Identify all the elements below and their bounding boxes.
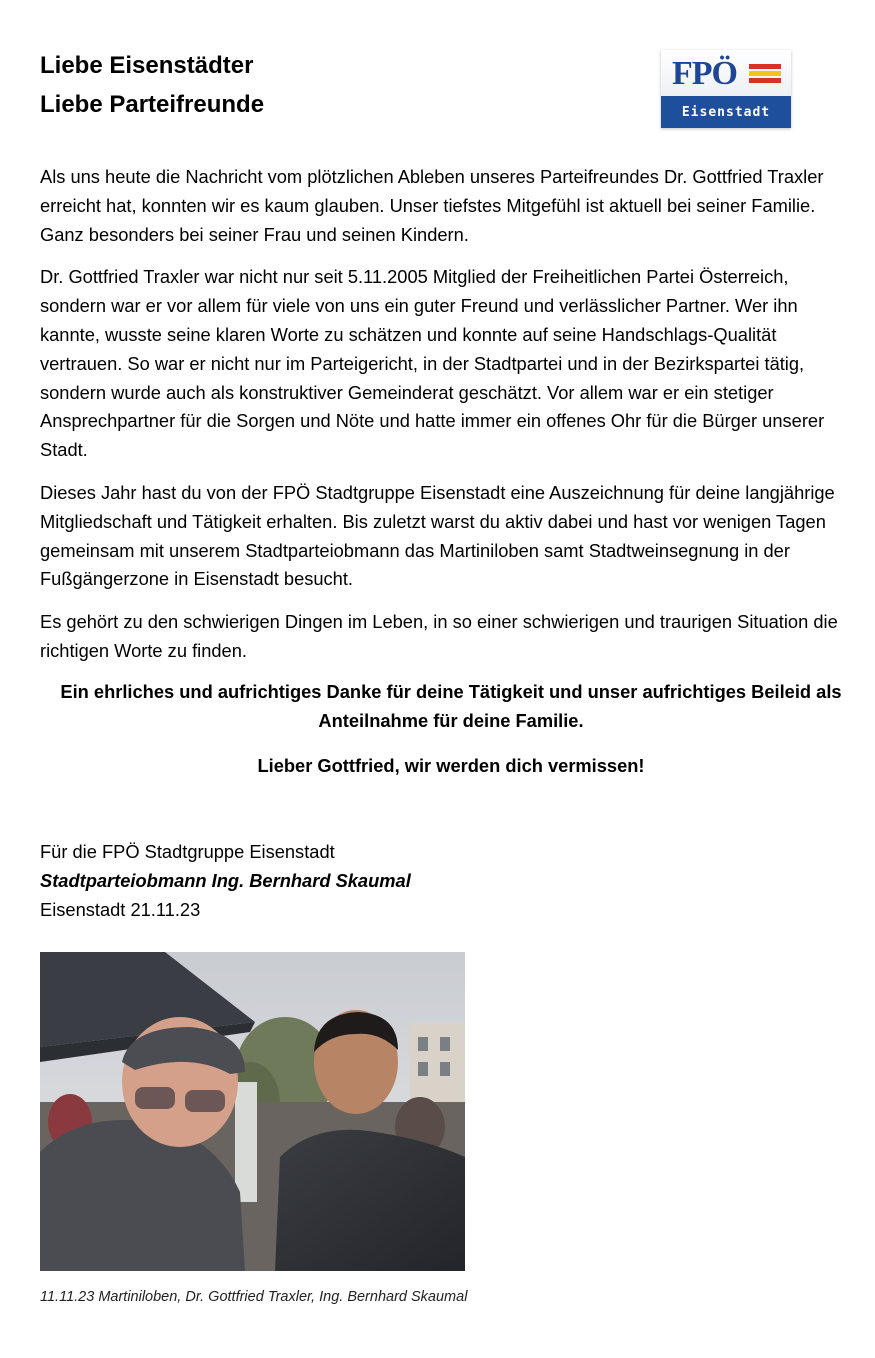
flag-stripes-icon <box>749 64 781 84</box>
paragraph-3: Dieses Jahr hast du von der FPÖ Stadtgruppe Eisenstadt eine Auszeichnung für deine langjährige Mitgliedschaft und Tätigkeit erhalten. Bis zuletzt warst du aktiv dabei und hast vor wenigen Tagen gemeinsam mit unserem Stadtparteiobmann das Martiniloben samt Stadtweinsegnung in der Fußgängerzone in Eisenstadt besucht. <box>40 481 835 590</box>
greeting-heading <box>40 46 264 124</box>
farewell-text: Lieber Gottfried, wir werden dich vermissen! <box>257 754 645 776</box>
photo-illustration <box>40 952 465 1271</box>
letter-body <box>40 163 855 680</box>
paragraph-4: Es gehört zu den schwierigen Dingen im Leben, in so einer schwierigen und traurigen Situation die richtigen Worte zu finden. <box>40 611 838 661</box>
signature-name: Stadtparteiobmann Ing. Bernhard Skaumal <box>40 869 411 891</box>
logo-location-text: Eisenstadt <box>661 96 791 128</box>
signature-org: Für die FPÖ Stadtgruppe Eisenstadt <box>40 841 335 862</box>
greeting-line-2: Liebe Parteifreunde <box>40 91 265 118</box>
paragraph-1: Als uns heute die Nachricht vom plötzlichen Ableben unseres Parteifreundes Dr. Gottfried Traxler erreicht hat, konnten wir es kaum glauben. Unser tiefstes Mitgefühl ist aktuell bei seiner Familie. Ganz besonders bei seiner Frau und seinen Kindern. <box>40 166 824 245</box>
paragraph-2: Dr. Gottfried Traxler war nicht nur seit 5.11.2005 Mitglied der Freiheitlichen Partei Österreich, sondern war er vor allem für viele von uns ein guter Freund und verlässlicher Partner. Wer ihn kannte, wusste seine klaren Worte zu schätzen und konnte auf seine Handschlags-Qualität vertrauen. So war er nicht nur im Parteigericht, in der Stadtpartei und in der Bezirkspartei tätig, sondern wurde auch als konstruktiver Gemeinderat geschätzt. Vor allem war er ein stetiger Ansprechpartner für die Sorgen und Nöte und hatte immer ein offenes Ohr für die Bürger unserer Stadt. <box>40 266 825 461</box>
logo-top-panel <box>661 50 791 96</box>
closing-section <box>40 678 862 796</box>
signature-block <box>40 838 411 924</box>
photo <box>40 952 465 1271</box>
signature-place-date: Eisenstadt 21.11.23 <box>40 898 201 920</box>
fpo-eisenstadt-logo <box>661 50 791 128</box>
condolence-text: Ein ehrliches und aufrichtiges Danke für deine Tätigkeit und unser aufrichtiges Beileid als Anteilnahme für deine Familie. <box>60 681 842 731</box>
photo-caption: 11.11.23 Martiniloben, Dr. Gottfried Traxler, Ing. Bernhard Skaumal <box>40 1289 468 1305</box>
logo-brand-text: FPÖ <box>672 55 737 92</box>
greeting-line-1: Liebe Eisenstädter <box>40 52 254 79</box>
